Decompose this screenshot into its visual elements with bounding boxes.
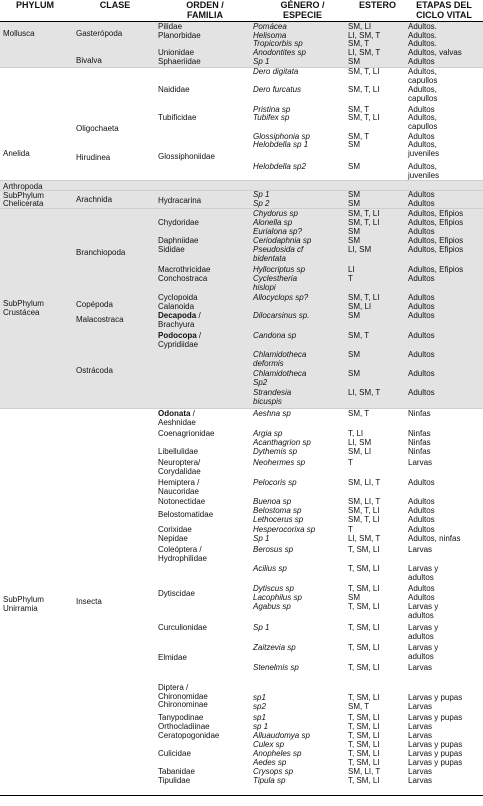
etapas-cell: Adultos: [408, 331, 435, 340]
clase-cell: Gasterópoda: [76, 29, 123, 38]
phylum-cell: SubPhylum Unirramia: [3, 595, 44, 613]
etapas-cell: Ninfas: [408, 438, 431, 447]
etapas-cell: Larvas: [408, 767, 433, 776]
estero-cell: SM, T: [348, 409, 370, 418]
estero-cell: SM, T, LI: [348, 67, 380, 76]
phylum-cell: Arthropoda SubPhylum Chelicerata: [3, 182, 44, 208]
estero-cell: LI, SM: [348, 438, 372, 447]
genero-especie-cell: Dero digitata: [253, 67, 299, 76]
orden-familia-cell: Hemiptera / Naucoridae: [158, 478, 200, 496]
clase-cell: Ostrácoda: [76, 366, 113, 375]
genero-especie-cell: Helisoma: [253, 31, 287, 40]
estero-cell: SM, T: [348, 105, 370, 114]
genero-especie-cell: Allocyclops sp?: [253, 293, 309, 302]
etapas-cell: Adultos, Efipios: [408, 218, 464, 227]
etapas-cell: Adultos: [408, 497, 435, 506]
clase-cell: Arachnida: [76, 195, 113, 204]
estero-cell: SM, T, LI: [348, 218, 380, 227]
estero-cell: T, SM, LI: [348, 584, 380, 593]
etapas-cell: Adultos: [408, 302, 435, 311]
genero-especie-cell: Lacophilus sp: [253, 593, 302, 602]
genero-especie-cell: Alonella sp: [253, 218, 293, 227]
genero-especie-cell: Chlamidotheca Sp2: [253, 369, 307, 387]
etapas-cell: Adultos: [408, 593, 435, 602]
etapas-cell: Adultos: [408, 132, 435, 141]
genero-especie-cell: Sp 2: [253, 199, 270, 208]
genero-especie-cell: Strandesia bicuspis: [253, 388, 292, 406]
estero-cell: SM, T, LI: [348, 113, 380, 122]
etapas-cell: Adultos: [408, 584, 435, 593]
genero-especie-cell: Aedes sp: [253, 758, 287, 767]
genero-especie-cell: Pseudosida cf bidentata: [253, 245, 304, 263]
genero-especie-cell: Sp 1: [253, 534, 270, 543]
etapas-cell: Adultos, ninfas: [408, 534, 461, 543]
estero-cell: T, LI: [348, 429, 364, 438]
header-etapas: ETAPAS DEL CICLO VITAL: [416, 0, 472, 20]
estero-cell: LI, SM, T: [348, 534, 381, 543]
estero-cell: SM, T, LI: [348, 506, 380, 515]
etapas-cell: Adultos: [408, 506, 435, 515]
etapas-cell: Larvas: [408, 545, 433, 554]
estero-cell: T, SM, LI: [348, 776, 380, 785]
clase-cell: Bivalva: [76, 56, 102, 65]
genero-especie-cell: Agabus sp: [253, 602, 291, 611]
etapas-cell: Larvas y adultos: [408, 623, 439, 641]
etapas-cell: Larvas: [408, 722, 433, 731]
estero-cell: T, SM, LI: [348, 758, 380, 767]
etapas-cell: Larvas y pupas: [408, 693, 463, 702]
etapas-cell: Adultos, valvas: [408, 48, 462, 57]
estero-cell: T, SM, LI: [348, 663, 380, 672]
genero-especie-cell: Glossiphonia sp: [253, 132, 310, 141]
estero-cell: SM, LI: [348, 302, 372, 311]
etapas-cell: Adultos.: [408, 31, 437, 40]
estero-cell: LI, SM, T: [348, 31, 381, 40]
orden-familia-cell: Sphaeriidae: [158, 57, 201, 66]
estero-cell: SM: [348, 311, 360, 320]
estero-cell: T, SM, LI: [348, 623, 380, 632]
orden-familia-cell: Ceratopogonidae: [158, 731, 220, 740]
genero-especie-cell: Culex sp: [253, 740, 285, 749]
orden-familia-cell: Odonata / Aeshnidae: [158, 409, 196, 427]
estero-cell: T: [348, 458, 353, 467]
genero-especie-cell: Dythemis sp: [253, 447, 298, 456]
etapas-cell: Adultos, capullos: [408, 67, 438, 85]
etapas-cell: Adultos, capullos: [408, 85, 438, 103]
estero-cell: T, SM, LI: [348, 713, 380, 722]
estero-cell: SM, LI: [348, 447, 372, 456]
estero-cell: SM: [348, 227, 360, 236]
orden-familia-cell: Decapoda / Brachyura: [158, 311, 201, 329]
genero-especie-cell: Berosus sp: [253, 545, 294, 554]
etapas-cell: Adultos.: [408, 39, 437, 48]
orden-familia-cell: Naididae: [158, 85, 190, 94]
estero-cell: SM, LI, T: [348, 478, 381, 487]
estero-cell: SM, T, LI: [348, 293, 380, 302]
genero-especie-cell: Anopheles sp: [253, 749, 302, 758]
genero-especie-cell: Tubifex sp: [253, 113, 290, 122]
header-orden-familia: ORDEN / FAMILIA: [186, 0, 224, 20]
orden-familia-cell: Chironominae: [158, 700, 208, 709]
orden-familia-cell: Dytiscidae: [158, 589, 195, 598]
orden-familia-cell: Tubificidae: [158, 113, 197, 122]
clase-cell: Copépoda: [76, 300, 113, 309]
etapas-cell: Adultos: [408, 388, 435, 397]
estero-cell: LI, SM, T: [348, 388, 381, 397]
orden-familia-cell: Notonectidae: [158, 497, 206, 506]
etapas-cell: Adultos, Efipios: [408, 209, 464, 218]
etapas-cell: Adultos: [408, 105, 435, 114]
etapas-cell: Ninfas: [408, 447, 431, 456]
estero-cell: SM, T: [348, 702, 370, 711]
genero-especie-cell: Belostoma sp: [253, 506, 302, 515]
estero-cell: SM: [348, 190, 360, 199]
clase-cell: Insecta: [76, 597, 102, 606]
genero-especie-cell: Chydorus sp: [253, 209, 298, 218]
genero-especie-cell: Pelocoris sp: [253, 478, 297, 487]
orden-familia-cell: Diptera / Chironomidae: [158, 683, 208, 701]
genero-especie-cell: Stenelmis sp: [253, 663, 299, 672]
estero-cell: T, SM, LI: [348, 693, 380, 702]
genero-especie-cell: Helobdella sp 1: [253, 140, 309, 149]
orden-familia-cell: Calanoida: [158, 302, 195, 311]
genero-especie-cell: Ceriodaphnia sp: [253, 236, 312, 245]
clase-cell: Oligochaeta: [76, 124, 119, 133]
estero-cell: T, SM, LI: [348, 643, 380, 652]
orden-familia-cell: Hydracarina: [158, 196, 202, 205]
orden-familia-cell: Curculionidae: [158, 623, 207, 632]
orden-familia-cell: Tipulidae: [158, 776, 191, 785]
genero-especie-cell: Neohermes sp: [253, 458, 306, 467]
estero-cell: T: [348, 274, 353, 283]
header-genero-especie: GÉNERO / ESPECIE: [280, 0, 325, 20]
genero-especie-cell: Helobdella sp2: [253, 162, 306, 171]
genero-especie-cell: Chlamidotheca deformis: [253, 350, 307, 368]
header-clase: CLASE: [99, 0, 131, 10]
etapas-cell: Adultos: [408, 311, 435, 320]
genero-especie-cell: Pomácea: [253, 22, 287, 31]
estero-cell: T, SM, LI: [348, 545, 380, 554]
phylum-cell: Mollusca: [3, 29, 35, 38]
etapas-cell: Adultos: [408, 190, 435, 199]
orden-familia-cell: Coleóptera / Hydrophilidae: [158, 545, 207, 563]
genero-especie-cell: sp1: [253, 713, 266, 722]
estero-cell: T, SM, LI: [348, 740, 380, 749]
orden-familia-cell: Elmidae: [158, 653, 187, 662]
genero-especie-cell: Lethocerus sp: [253, 515, 304, 524]
etapas-cell: Adultos: [408, 199, 435, 208]
etapas-cell: Larvas: [408, 663, 433, 672]
etapas-cell: Larvas y adultos: [408, 602, 439, 620]
orden-familia-cell: Macrothricidae: [158, 265, 211, 274]
etapas-cell: Adultos, capullos: [408, 113, 438, 131]
etapas-cell: Larvas: [408, 458, 433, 467]
etapas-cell: Adultos, juveniles: [408, 162, 440, 180]
genero-especie-cell: Sp 1: [253, 57, 270, 66]
orden-familia-cell: Conchostraca: [158, 274, 208, 283]
orden-familia-cell: Corixidae: [158, 525, 192, 534]
etapas-cell: Larvas y pupas: [408, 758, 463, 767]
genero-especie-cell: Pristina sp: [253, 105, 291, 114]
clase-cell: Hirudinea: [76, 153, 111, 162]
etapas-cell: Adultos: [408, 274, 435, 283]
estero-cell: T, SM, LI: [348, 731, 380, 740]
etapas-cell: Adultos: [408, 478, 435, 487]
orden-familia-cell: Unionidae: [158, 48, 195, 57]
genero-especie-cell: sp1: [253, 693, 266, 702]
orden-familia-cell: Tabanidae: [158, 767, 195, 776]
phylum-cell: Anelida: [3, 149, 30, 158]
clase-cell: Malacostraca: [76, 315, 124, 324]
estero-cell: T, SM, LI: [348, 749, 380, 758]
estero-cell: SM, LI, T: [348, 767, 381, 776]
estero-cell: SM, T, LI: [348, 209, 380, 218]
estero-cell: SM: [348, 199, 360, 208]
estero-cell: SM, T: [348, 331, 370, 340]
estero-cell: SM, LI, T: [348, 497, 381, 506]
estero-cell: T: [348, 525, 353, 534]
etapas-cell: Adultos, Efipios: [408, 265, 464, 274]
estero-cell: SM: [348, 57, 360, 66]
estero-cell: LI, SM, T: [348, 48, 381, 57]
estero-cell: SM, T: [348, 132, 370, 141]
genero-especie-cell: Aeshna sp: [253, 409, 291, 418]
etapas-cell: Adultos, Efipios: [408, 245, 464, 254]
orden-familia-cell: Cyclopoida: [158, 293, 198, 302]
etapas-cell: Larvas: [408, 776, 433, 785]
genero-especie-cell: Dytiscus sp: [253, 584, 294, 593]
genero-especie-cell: sp 1: [253, 722, 269, 731]
row-separator: [0, 180, 483, 181]
orden-familia-cell: Daphniidae: [158, 236, 199, 245]
genero-especie-cell: Eurialona sp?: [253, 227, 302, 236]
genero-especie-cell: Acanthagrion sp: [253, 438, 311, 447]
orden-familia-cell: Pilidae: [158, 22, 183, 31]
etapas-cell: Larvas y pupas: [408, 740, 463, 749]
etapas-cell: Larvas y pupas: [408, 713, 463, 722]
etapas-cell: Adultos: [408, 525, 435, 534]
orden-familia-cell: Culicidae: [158, 749, 191, 758]
orden-familia-cell: Planorbidae: [158, 31, 201, 40]
estero-cell: SM, LI: [348, 22, 372, 31]
etapas-cell: Adultos, juveniles: [408, 140, 440, 158]
estero-cell: SM: [348, 350, 360, 359]
genero-especie-cell: Hesperocorixa sp: [253, 525, 316, 534]
bottom-rule: [0, 795, 483, 796]
etapas-cell: Adultos.: [408, 22, 437, 31]
etapas-cell: Adultos, Efipios: [408, 236, 464, 245]
genero-especie-cell: Tropicorbis sp: [253, 39, 303, 48]
orden-familia-cell: Nepidae: [158, 534, 188, 543]
header-phylum: PHYLUM: [16, 0, 54, 10]
clase-cell: Branchiopoda: [76, 248, 126, 257]
estero-cell: SM: [348, 236, 360, 245]
orden-familia-cell: Sididae: [158, 245, 185, 254]
orden-familia-cell: Tanypodinae: [158, 713, 204, 722]
etapas-cell: Larvas y adultos: [408, 564, 439, 582]
genero-especie-cell: Buenoa sp: [253, 497, 292, 506]
genero-especie-cell: Sp 1: [253, 623, 270, 632]
etapas-cell: Adultos: [408, 293, 435, 302]
etapas-cell: Adultos: [408, 369, 435, 378]
genero-especie-cell: Hyllocriptus sp: [253, 265, 306, 274]
genero-especie-cell: Dilocarsinus sp.: [253, 311, 310, 320]
genero-especie-cell: Zaitzevia sp: [253, 643, 296, 652]
estero-cell: SM, T: [348, 39, 370, 48]
orden-familia-cell: Chydoridae: [158, 218, 199, 227]
etapas-cell: Larvas: [408, 731, 433, 740]
genero-especie-cell: Acilius sp: [253, 564, 287, 573]
orden-familia-cell: Neuroptera/ Corydalidae: [158, 458, 201, 476]
genero-especie-cell: Cyclestheria hislopi: [253, 274, 298, 292]
estero-cell: LI, SM: [348, 245, 372, 254]
orden-familia-cell: Libellulidae: [158, 447, 199, 456]
orden-familia-cell: Orthocladiinae: [158, 722, 210, 731]
genero-especie-cell: Anodontites sp: [253, 48, 306, 57]
header-estero: ESTERO: [358, 0, 396, 10]
phylum-cell: SubPhylum Crustácea: [3, 299, 44, 317]
genero-especie-cell: Sp 1: [253, 190, 270, 199]
estero-cell: T, SM, LI: [348, 722, 380, 731]
orden-familia-cell: Belostomatidae: [158, 510, 214, 519]
genero-especie-cell: Argia sp: [253, 429, 283, 438]
genero-especie-cell: Crysops sp: [253, 767, 294, 776]
genero-especie-cell: Candona sp: [253, 331, 297, 340]
genero-especie-cell: Alluaudomya sp: [253, 731, 310, 740]
etapas-cell: Larvas y pupas: [408, 749, 463, 758]
etapas-cell: Adultos: [408, 350, 435, 359]
orden-familia-cell: Glossiphoniidae: [158, 152, 215, 161]
estero-cell: SM: [348, 593, 360, 602]
genero-especie-cell: sp2: [253, 702, 266, 711]
etapas-cell: Ninfas: [408, 409, 431, 418]
estero-cell: SM: [348, 140, 360, 149]
etapas-cell: Adultos: [408, 515, 435, 524]
genero-especie-cell: Tipula sp: [253, 776, 286, 785]
estero-cell: LI: [348, 265, 355, 274]
estero-cell: T, SM, LI: [348, 602, 380, 611]
orden-familia-cell: Podocopa / Cypridiidae: [158, 331, 202, 349]
estero-cell: SM: [348, 369, 360, 378]
etapas-cell: Larvas: [408, 702, 433, 711]
genero-especie-cell: Dero furcatus: [253, 85, 302, 94]
estero-cell: SM, T, LI: [348, 515, 380, 524]
estero-cell: SM: [348, 162, 360, 171]
etapas-cell: Adultos: [408, 227, 435, 236]
etapas-cell: Larvas y adultos: [408, 643, 439, 661]
orden-familia-cell: Coenagrionidae: [158, 429, 215, 438]
etapas-cell: Ninfas: [408, 429, 431, 438]
estero-cell: SM, T, LI: [348, 85, 380, 94]
estero-cell: T, SM, LI: [348, 564, 380, 573]
etapas-cell: Adultos: [408, 57, 435, 66]
